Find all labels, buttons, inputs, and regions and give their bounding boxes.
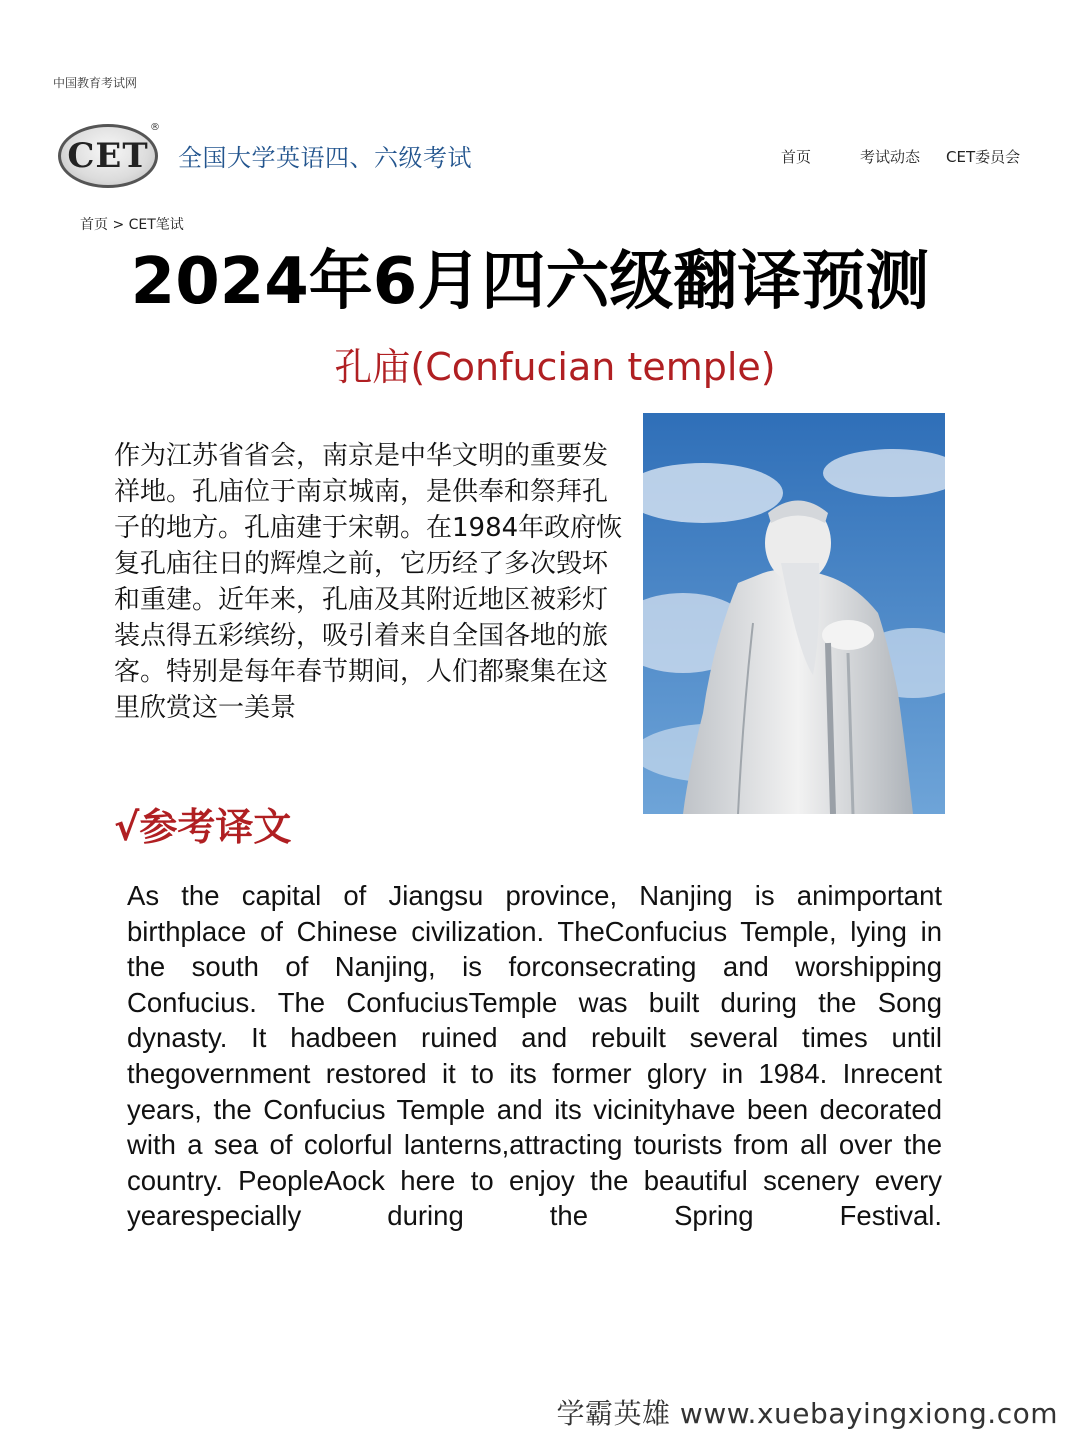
nav-exam-news[interactable]: 考试动态 bbox=[860, 148, 921, 166]
article-subtitle: 孔庙(Confucian temple) bbox=[334, 345, 776, 389]
nav-home[interactable]: 首页 bbox=[781, 148, 812, 166]
confucius-statue-photo bbox=[643, 413, 945, 814]
footer-watermark: 学霸英雄 www.xuebayingxiong.com bbox=[556, 1397, 1058, 1430]
registered-mark: ® bbox=[150, 122, 160, 133]
english-translation: As the capital of Jiangsu province, Nanjing is animportant birthplace of Chinese civilization. TheConfucius Temple, lying in the south of Nanjing, is forconsecrating and worshipping Confucius. The ConfuciusTemple was built during the Song dynasty. It hadbeen ruined and rebuilt several times until thegovernment restored it to its former glory in 1984. Inrecent years, the Confucius Temple and its vicinityhave been decorated with a sea of colorful lanterns,attracting tourists from all over the country. PeopleAock here to enjoy the beautiful scenery every yearespecially during the Spring Festival. bbox=[127, 880, 942, 1232]
header-title[interactable]: 全国大学英语四、六级考试 bbox=[178, 144, 472, 172]
cet-logo[interactable] bbox=[58, 124, 158, 188]
chinese-passage: 作为江苏省省会，南京是中华文明的重要发祥地。孔庙位于南京城南，是供奉和祭拜孔子的地方。孔庙建于宋朝。在1984年政府恢复孔庙往日的辉煌之前，它历经了多次毁坏和重建。近年来，孔庙及其附近地区被彩灯装点得五彩缤纷，吸引着来自全国各地的旅客。特别是每年春节期间，人们都聚集在这里欣赏这一美景 bbox=[114, 441, 623, 723]
site-name: 中国教育考试网 bbox=[53, 76, 138, 90]
page-title: 2024年6月四六级翻译预测 bbox=[130, 245, 930, 319]
nav-cet-committee[interactable]: CET委员会 bbox=[946, 148, 1021, 166]
logo-text: CET bbox=[67, 136, 149, 176]
reference-translation-heading: √参考译文 bbox=[114, 805, 292, 849]
breadcrumb[interactable]: 首页 > CET笔试 bbox=[80, 217, 184, 233]
